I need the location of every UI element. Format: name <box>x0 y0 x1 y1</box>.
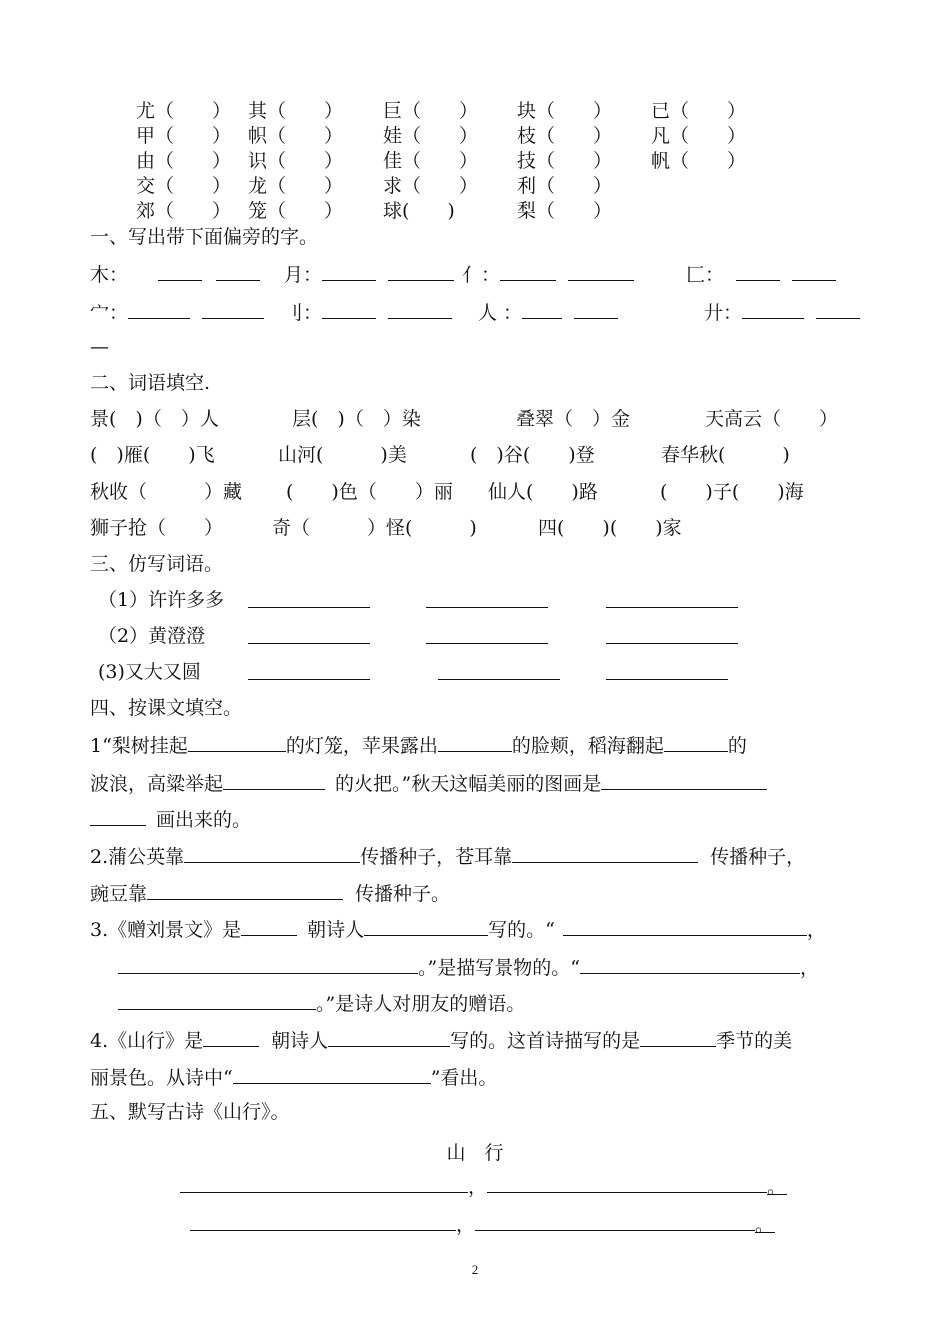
char-cell: 已（ ） <box>651 100 747 122</box>
q1-line2: 波浪，高粱举起 的火把。”秋天这幅美丽的图画是 <box>90 771 767 795</box>
radical-label: 匚： <box>686 264 725 286</box>
blank[interactable] <box>563 917 807 936</box>
radical-label: 廾： <box>704 302 743 324</box>
blank[interactable] <box>426 589 548 608</box>
radical-row-1b <box>284 262 454 286</box>
char-cell: 块（ ） <box>517 100 613 122</box>
idiom: 四( )( )家 <box>538 517 682 539</box>
blank[interactable] <box>742 300 804 319</box>
radical-row-2 <box>90 300 264 324</box>
idiom: 奇（ ）怪( ) <box>272 517 477 539</box>
radical-label: 人 ： <box>478 302 523 324</box>
imitation-item: （2）黄澄澄 <box>98 625 206 647</box>
blank[interactable] <box>158 262 202 281</box>
radical-row-1c <box>462 262 634 286</box>
radical-row-2d <box>704 300 860 324</box>
idiom: 秋收（ ）藏 <box>90 481 243 503</box>
char-cell: 球( ) <box>383 200 455 222</box>
idiom: 春华秋( ) <box>661 444 790 466</box>
page-number: 2 <box>471 1262 479 1277</box>
char-cell: 枝（ ） <box>517 125 613 147</box>
q2-line2: 豌豆靠 传播种子。 <box>90 883 451 905</box>
q1-line3: 画出来的。 <box>90 807 251 831</box>
blank[interactable] <box>601 771 767 790</box>
blank[interactable] <box>606 625 738 644</box>
blank[interactable] <box>664 733 728 752</box>
idiom: ( )雁( )飞 <box>90 444 215 466</box>
blank[interactable] <box>606 589 738 608</box>
poem-line-1: ， 。 <box>180 1174 787 1198</box>
section-2-title: 二、词语填空. <box>90 372 211 394</box>
idiom: 层( )（ ）染 <box>292 408 421 430</box>
blank[interactable] <box>640 1028 716 1047</box>
section-5-title: 五、默写古诗《山行》。 <box>90 1101 290 1123</box>
blank[interactable] <box>147 881 343 900</box>
char-cell: 佳（ ） <box>383 150 479 172</box>
blank[interactable] <box>364 917 488 936</box>
blank[interactable] <box>180 1174 468 1193</box>
idiom: 山河( )美 <box>278 444 407 466</box>
blank[interactable] <box>792 262 836 281</box>
blank[interactable] <box>475 1212 755 1231</box>
idiom: 狮子抢（ ） <box>90 517 224 539</box>
q3-line1: 3.《赠刘景文》是 朝诗人 写的。“ ， <box>90 919 826 941</box>
radical-row-2c <box>478 300 618 324</box>
blank[interactable] <box>184 844 360 863</box>
blank[interactable] <box>118 991 316 1010</box>
blank[interactable] <box>606 661 728 680</box>
imitation-item: （1）许许多多 <box>98 589 225 611</box>
char-cell: 由（ ） <box>136 150 232 172</box>
radical-label: 月： <box>284 264 323 286</box>
idiom: ( )色（ ）丽 <box>286 481 453 503</box>
blank[interactable] <box>568 262 634 281</box>
blank[interactable] <box>90 807 146 826</box>
idiom: 天高云（ ） <box>705 408 839 430</box>
char-cell: 帆（ ） <box>651 150 747 172</box>
blank[interactable] <box>233 1065 431 1084</box>
blank[interactable] <box>128 300 190 319</box>
section-1-title: 一、写出带下面偏旁的字。 <box>90 226 319 248</box>
blank[interactable] <box>328 1028 450 1047</box>
radical-row-1d <box>686 262 836 286</box>
q3-line3: 。”是诗人对朋友的赠语。 <box>118 991 525 1015</box>
radical-label: 木： <box>90 264 129 286</box>
idiom: 仙人( )路 <box>488 481 598 503</box>
char-cell: 利（ ） <box>517 175 613 197</box>
char-cell: 交（ ） <box>136 175 232 197</box>
blank[interactable] <box>438 661 560 680</box>
blank[interactable] <box>248 625 370 644</box>
blank[interactable] <box>216 262 260 281</box>
char-cell: 求（ ） <box>383 175 479 197</box>
blank[interactable] <box>388 300 452 319</box>
blank[interactable] <box>248 661 370 680</box>
section-3-title: 三、仿写词语。 <box>90 553 224 575</box>
char-cell: 尤（ ） <box>136 100 232 122</box>
idiom: 景( )（ ）人 <box>90 408 219 430</box>
q2-line1: 2.蒲公英靠 传播种子，苍耳靠 传播种子， <box>90 846 806 868</box>
poem-title: 山 行 <box>446 1142 504 1164</box>
blank[interactable] <box>388 262 454 281</box>
blank[interactable] <box>190 1212 456 1231</box>
q1-line1: 1“梨树挂起 的灯笼，苹果露出 的脸颊，稻海翻起 的 <box>90 735 747 757</box>
blank[interactable] <box>580 955 800 974</box>
radical-label: 宀： <box>90 302 129 324</box>
blank[interactable] <box>487 1174 767 1193</box>
char-cell: 凡（ ） <box>651 125 747 147</box>
radical-label: 刂： <box>284 302 323 324</box>
char-cell: 郊（ ） <box>136 200 232 222</box>
char-cell: 技（ ） <box>517 150 613 172</box>
q4-line2: 丽景色。从诗中“ ”看出。 <box>90 1067 498 1089</box>
char-cell: 识（ ） <box>248 150 344 172</box>
wrap-dash: — <box>90 336 109 358</box>
q4-line1: 4.《山行》是 朝诗人 写的。这首诗描写的是 季节的美 <box>90 1030 793 1052</box>
blank[interactable] <box>203 1028 259 1047</box>
radical-label: 亻： <box>462 264 501 286</box>
blank[interactable] <box>500 262 556 281</box>
radical-row-1 <box>90 262 260 286</box>
blank[interactable] <box>512 844 698 863</box>
blank[interactable] <box>522 300 562 319</box>
char-cell: 龙（ ） <box>248 175 344 197</box>
char-cell: 娃（ ） <box>383 125 479 147</box>
blank[interactable] <box>816 300 860 319</box>
blank[interactable] <box>241 917 297 936</box>
blank[interactable] <box>202 300 264 319</box>
idiom: ( )谷( )登 <box>470 444 595 466</box>
idiom: 叠翠（ ）金 <box>516 408 631 430</box>
char-cell: 笼（ ） <box>248 200 344 222</box>
blank[interactable] <box>248 589 370 608</box>
blank[interactable] <box>322 300 376 319</box>
blank[interactable] <box>736 262 780 281</box>
idiom: ( )子( )海 <box>660 481 804 503</box>
blank[interactable] <box>426 625 548 644</box>
blank[interactable] <box>188 733 286 752</box>
imitation-item: (3)又大又圆 <box>98 661 201 683</box>
blank[interactable] <box>118 955 418 974</box>
char-cell: 帜（ ） <box>248 125 344 147</box>
poem-line-2: ， 。 <box>190 1212 775 1236</box>
char-cell: 巨（ ） <box>383 100 479 122</box>
blank[interactable] <box>574 300 618 319</box>
char-cell: 甲（ ） <box>136 125 232 147</box>
blank[interactable] <box>322 262 376 281</box>
section-4-title: 四、按课文填空。 <box>90 697 243 719</box>
char-cell: 其（ ） <box>248 100 344 122</box>
blank[interactable] <box>438 733 512 752</box>
radical-row-2b <box>284 300 452 324</box>
q3-line2: 。”是描写景物的。“ ， <box>118 955 819 979</box>
char-cell: 梨（ ） <box>517 200 613 222</box>
blank[interactable] <box>223 771 325 790</box>
